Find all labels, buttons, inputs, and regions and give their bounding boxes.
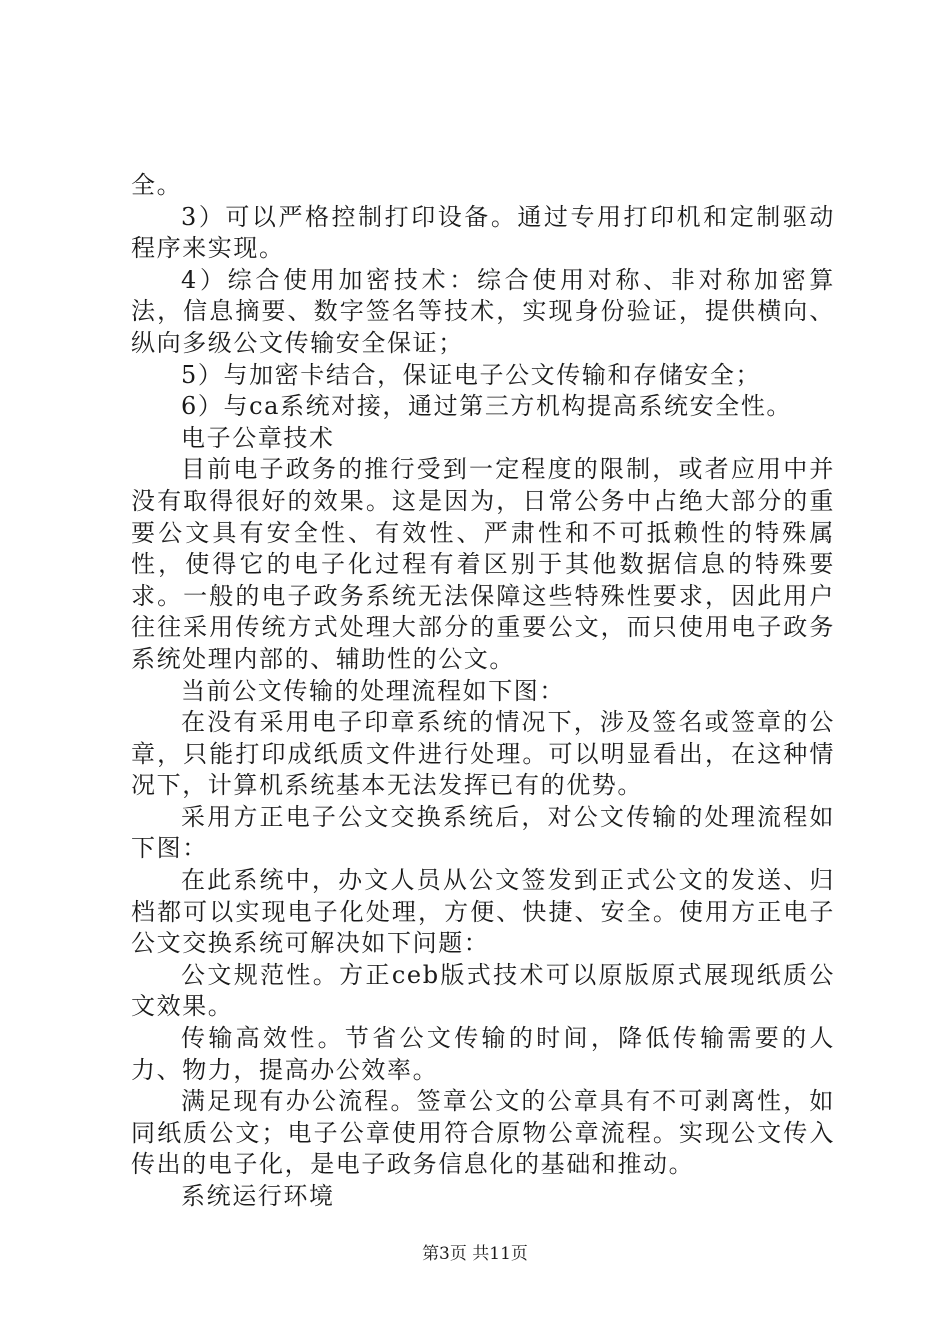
section-heading-electronic-seal: 电子公章技术 <box>181 423 335 452</box>
paragraph-5: 6）与ca系统对接，通过第三方机构提高系统安全性。 <box>181 392 793 421</box>
paragraph-8: 当前公文传输的处理流程如下图： <box>181 676 565 705</box>
paragraph-10: 采用方正电子公文交换系统后，对公文传输的处理流程如下图： <box>131 802 835 863</box>
paragraph-1: 全。 <box>131 171 183 199</box>
page-footer: 第3页 共11页 <box>422 1244 528 1264</box>
paragraph-4: 5）与加密卡结合，保证电子公文传输和存储安全； <box>181 360 762 389</box>
document-body <box>131 170 835 1213</box>
paragraph-12: 公文规范性。方正ceb版式技术可以原版原式展现纸质公文效果。 <box>131 960 835 1021</box>
paragraph-11: 在此系统中，办文人员从公文签发到正式公文的发送、归档都可以实现电子化处理，方便、快捷、安全。使用方正电子公文交换系统可解决如下问题： <box>131 866 835 958</box>
section-heading-runtime-environment: 系统运行环境 <box>181 1182 335 1210</box>
paragraph-3: 4）综合使用加密技术：综合使用对称、非对称加密算法，信息摘要、数字签名等技术，实现身份验证，提供横向、纵向多级公文传输安全保证； <box>131 265 835 357</box>
paragraph-13: 传输高效性。节省公文传输的时间，降低传输需要的人力、物力，提高办公效率。 <box>131 1024 835 1084</box>
paragraph-2: 3）可以严格控制打印设备。通过专用打印机和定制驱动程序来实现。 <box>131 202 835 263</box>
paragraph-14: 满足现有办公流程。签章公文的公章具有不可剥离性，如同纸质公文；电子公章使用符合原物公章流程。实现公文传入传出的电子化，是电子政务信息化的基础和推动。 <box>131 1087 835 1179</box>
paragraph-9: 在没有采用电子印章系统的情况下，涉及签名或签章的公章，只能打印成纸质文件进行处理。可以明显看出，在这种情况下，计算机系统基本无法发挥已有的优势。 <box>131 708 835 800</box>
paragraph-7: 目前电子政务的推行受到一定程度的限制，或者应用中并没有取得很好的效果。这是因为，日常公务中占绝大部分的重要公文具有安全性、有效性、严肃性和不可抵赖性的特殊属性，使得它的电子化过程有着区别于其他数据信息的特殊要求。一般的电子政务系统无法保障这些特殊性要求，因此用户往往采用传统方式处理大部分的重要公文，而只使用电子政务系统处理内部的、辅助性的公文。 <box>131 455 835 673</box>
